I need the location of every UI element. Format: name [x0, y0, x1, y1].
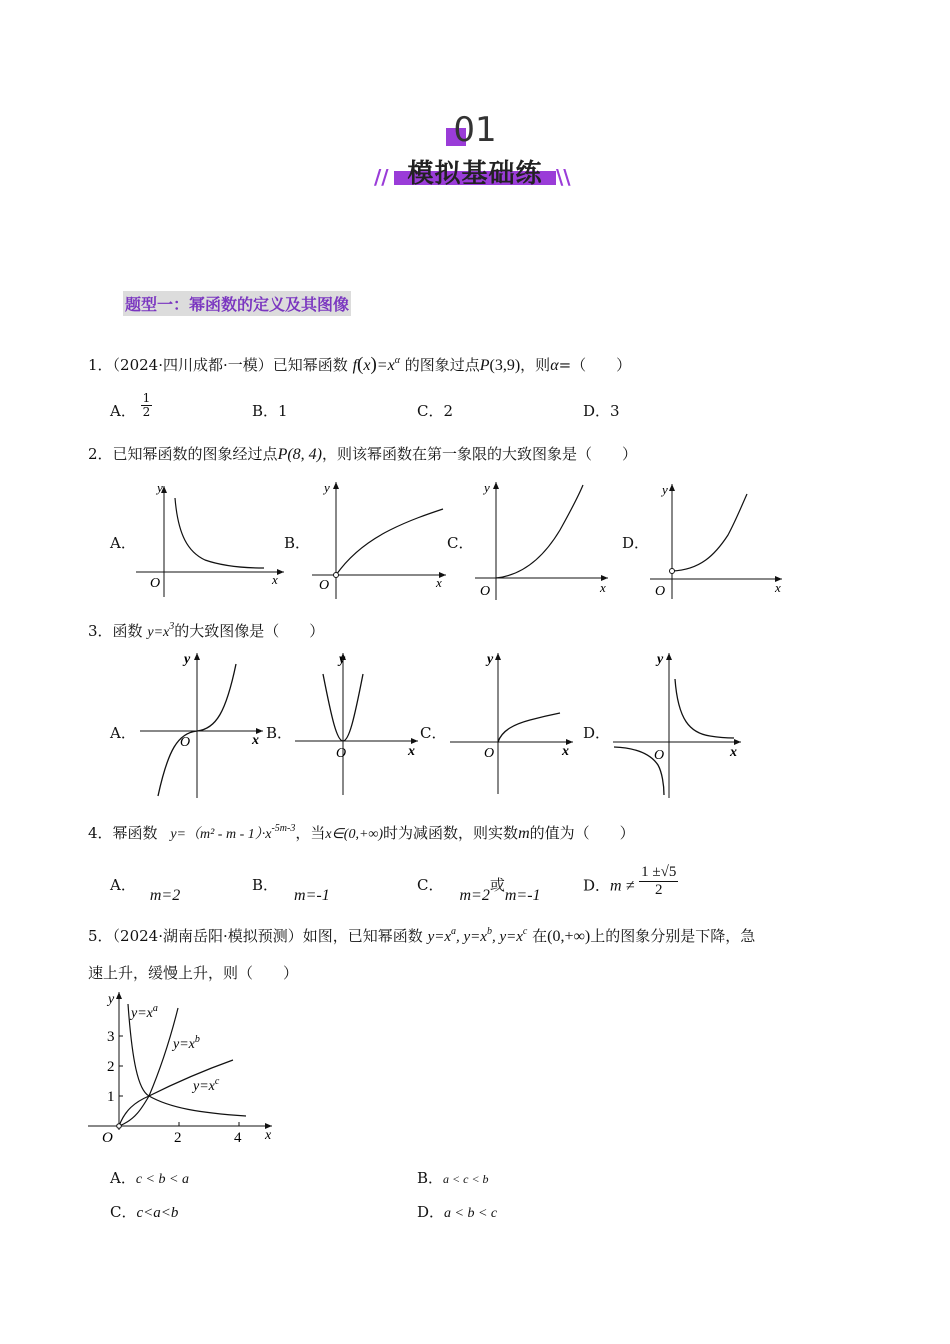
q5-label-b: $y=x^b$: [173, 1034, 200, 1052]
q1-text-b: 的图象过点: [404, 356, 480, 374]
q5-option-c[interactable]: C．c<a<b: [110, 1203, 179, 1221]
q1-alpha: α: [550, 357, 559, 374]
q5-y-tick-2: 2: [107, 1059, 115, 1075]
q2a-origin-label: O: [150, 576, 161, 591]
q1-option-d[interactable]: D．3: [583, 402, 620, 420]
q1-text-a: 已知幂函数: [272, 356, 348, 374]
q3b-origin-label: O: [336, 746, 347, 761]
q5-origin-label: O: [102, 1130, 113, 1146]
type-heading: 题型一：幂函数的定义及其图像: [123, 291, 351, 316]
q1-option-a[interactable]: A． $\frac{1}{2}$: [110, 390, 151, 420]
question-3: 3．函数 $y=x^3$的大致图像是（ ）: [88, 621, 325, 640]
q2d-y-label: y: [662, 482, 668, 497]
q4-var-m: m: [518, 825, 530, 842]
q1-point: P(3,9): [479, 357, 521, 374]
slash-right-decoration: \\: [556, 165, 571, 189]
q4-domain: x∈(0,+∞): [325, 827, 384, 842]
q4-option-a[interactable]: A．m=2: [110, 876, 181, 904]
q2c-x-label: x: [600, 580, 606, 595]
q3a-y-label: y: [184, 652, 191, 667]
q5-interval: (0,+∞): [547, 928, 591, 945]
q2-graph-b: [312, 482, 446, 599]
q3-option-c[interactable]: C．: [420, 724, 447, 742]
q3-option-a[interactable]: A．: [110, 724, 136, 742]
q5-label-a: $y=x^a$: [131, 1003, 158, 1021]
q2b-x-label: x: [436, 575, 442, 590]
q2b-y-label: y: [324, 480, 330, 495]
q1-option-b[interactable]: B．1: [252, 402, 288, 420]
q1-source: （2024·四川成都·一模）: [112, 356, 273, 374]
q3-option-d[interactable]: D．: [583, 724, 611, 742]
question-2: 2．已知幂函数的图象经过点P(8, 4)，则该幂函数在第一象限的大致图象是（ ）: [88, 445, 638, 463]
q1-text-d: =（ ）: [558, 356, 632, 374]
q4-option-d[interactable]: D．m ≠ $\frac{1 \pm√5}{2}$: [583, 864, 677, 898]
q2-point: P(8, 4): [277, 446, 322, 463]
q5-x-label: x: [265, 1128, 272, 1143]
q1-text-c: ，则: [520, 356, 551, 374]
q2-option-c[interactable]: C．: [447, 534, 474, 552]
q5-x-tick-2: 2: [174, 1130, 182, 1146]
q2-graph-d: [650, 484, 782, 599]
q1-option-a-fraction: $\frac{1}{2}$: [142, 390, 151, 419]
question-5: 5．（2024·湖南岳阳·模拟预测）如图，已知幂函数 $y=x^a$, $y=x^b$, $y=x^c$ 在(0,+∞)上的图象分别是下降，急: [88, 926, 756, 945]
q4-option-c[interactable]: C．m=2或m=-1: [417, 876, 541, 904]
q1-func: $f(x)=x^\alpha$: [352, 354, 400, 375]
section-number: 01: [453, 110, 497, 150]
q4-option-b[interactable]: B．m=-1: [252, 876, 330, 904]
q5-option-a[interactable]: A．c < b < a: [110, 1169, 189, 1187]
q5-y-tick-3: 3: [107, 1029, 115, 1045]
q3d-y-label: y: [657, 652, 664, 667]
q5-funcs: $y=x^a$, $y=x^b$, $y=x^c$: [427, 926, 528, 945]
q5-x-tick-4: 4: [234, 1130, 242, 1146]
q2a-y-label: y: [157, 480, 163, 495]
q3a-x-label: x: [252, 733, 259, 748]
q5-y-label: y: [108, 992, 115, 1007]
q2d-x-label: x: [775, 580, 781, 595]
q5-option-d[interactable]: D．a < b < c: [417, 1203, 498, 1221]
q3c-y-label: y: [487, 652, 494, 667]
q3a-origin-label: O: [180, 735, 191, 750]
q2a-x-label: x: [272, 572, 278, 587]
q2-option-a[interactable]: A．: [110, 534, 136, 552]
q5-y-tick-1: 1: [107, 1089, 115, 1105]
q2-option-b[interactable]: B．: [284, 534, 311, 552]
q4-func: $y=(m^2 - m - 1)\cdot x^{-5m-3}$: [170, 823, 296, 842]
q2b-origin-label: O: [319, 578, 330, 593]
q5-graph: [88, 992, 272, 1130]
question-5-line-2: 速上升，缓慢上升，则（ ）: [88, 964, 299, 982]
q1-option-c[interactable]: C．2: [417, 402, 454, 420]
q3-option-b[interactable]: B．: [266, 724, 293, 742]
q5-label-c: $y=x^c$: [193, 1076, 220, 1094]
q3c-x-label: x: [562, 744, 569, 759]
q4-option-d-fraction: $\frac{1 \pm√5}{2}$: [641, 864, 677, 898]
q3d-origin-label: O: [654, 748, 665, 763]
q3-func: $y=x^3$: [147, 621, 175, 640]
q5-option-b[interactable]: B．a < c < b: [417, 1169, 489, 1187]
q1-number: 1．: [88, 356, 113, 374]
q3-graph-a: [140, 653, 263, 798]
q2-graph-c: [475, 482, 608, 600]
q3d-x-label: x: [730, 745, 737, 760]
slash-left-decoration: //: [374, 165, 389, 189]
q3-graph-d: [613, 653, 741, 798]
q2c-y-label: y: [484, 480, 490, 495]
q3-graph-b: [295, 653, 418, 795]
q2-option-d[interactable]: D．: [622, 534, 650, 552]
q2c-origin-label: O: [480, 584, 491, 599]
q3-graph-c: [450, 653, 573, 794]
section-title: 模拟基础练: [407, 159, 543, 189]
q3c-origin-label: O: [484, 746, 495, 761]
q3b-y-label: y: [339, 652, 346, 667]
q2d-origin-label: O: [655, 584, 666, 599]
question-4: 4．幂函数 $y=(m^2 - m - 1)\cdot x^{-5m-3}$，当x∈(0,+∞)时为减函数，则实数m的值为（ ）: [88, 823, 635, 842]
q3b-x-label: x: [408, 744, 415, 759]
